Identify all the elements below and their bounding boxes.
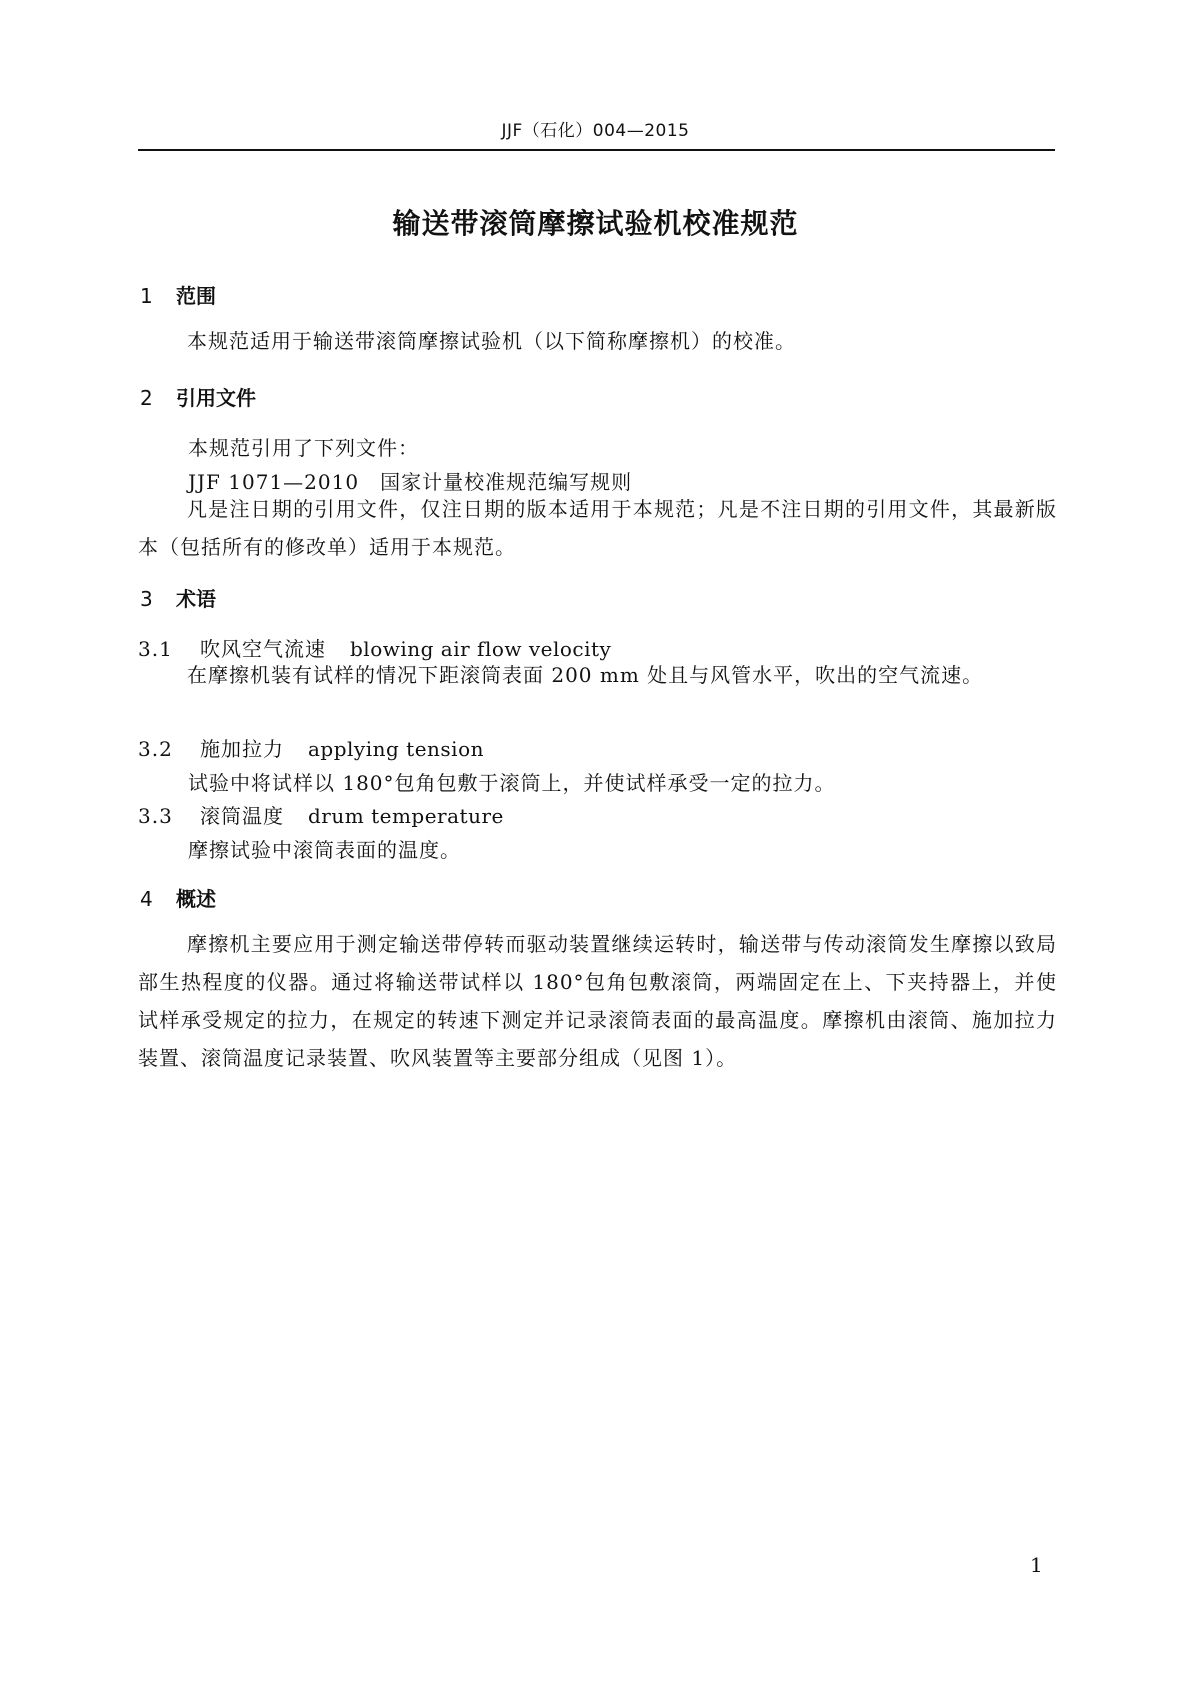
term-zh: 滚筒温度 bbox=[200, 804, 284, 828]
term-definition: 在摩擦机装有试样的情况下距滚筒表面 200 mm 处且与风管水平，吹出的空气流速。 bbox=[187, 663, 984, 687]
section-number: 3 bbox=[140, 587, 153, 611]
term-zh: 施加拉力 bbox=[200, 737, 284, 761]
term-en: drum temperature bbox=[308, 804, 504, 828]
term-3-2 bbox=[138, 733, 484, 762]
page-header: JJF（石化）004—2015 bbox=[501, 121, 690, 141]
section-title: 术语 bbox=[176, 587, 216, 611]
term-zh: 吹风空气流速 bbox=[200, 637, 326, 661]
references-intro: 本规范引用了下列文件： bbox=[188, 436, 419, 460]
page-number: 1 bbox=[1030, 1553, 1043, 1577]
references-note: 凡是注日期的引用文件，仅注日期的版本适用于本规范；凡是不注日期的引用文件，其最新版本（包括所有的修改单）适用于本规范。 bbox=[138, 497, 1057, 559]
term-definition: 摩擦试验中滚筒表面的温度。 bbox=[188, 838, 461, 862]
reference-document: JJF 1071—2010 国家计量校准规范编写规则 bbox=[188, 470, 633, 494]
section-heading-references bbox=[140, 382, 256, 411]
section-heading-terms bbox=[140, 583, 216, 612]
section-heading-overview bbox=[140, 883, 216, 912]
term-number: 3.1 bbox=[138, 637, 173, 661]
section-number: 2 bbox=[140, 386, 153, 410]
term-3-3 bbox=[138, 800, 504, 829]
section-number: 4 bbox=[140, 887, 153, 911]
term-en: blowing air flow velocity bbox=[350, 637, 612, 661]
section-heading-scope bbox=[140, 280, 216, 309]
section-number: 1 bbox=[140, 284, 153, 308]
section-title: 范围 bbox=[176, 284, 216, 308]
scope-paragraph: 本规范适用于输送带滚筒摩擦试验机（以下简称摩擦机）的校准。 bbox=[187, 329, 796, 353]
term-en: applying tension bbox=[308, 737, 484, 761]
section-title: 概述 bbox=[176, 887, 216, 911]
term-number: 3.3 bbox=[138, 804, 173, 828]
header-rule bbox=[138, 149, 1055, 151]
overview-paragraph: 摩擦机主要应用于测定输送带停转而驱动装置继续运转时，输送带与传动滚筒发生摩擦以致局部生热程度的仪器。通过将输送带试样以 180°包角包敷滚筒，两端固定在上、下夹持器上，并使试样承受规定的拉力，在规定的转速下测定并记录滚筒表面的最高温度。摩擦机由滚筒、施加拉力装置、滚筒温度记录装置、吹风装置等主要部分组成（见图 1）。 bbox=[138, 932, 1057, 1070]
section-title: 引用文件 bbox=[176, 386, 256, 410]
term-definition: 试验中将试样以 180°包角包敷于滚筒上，并使试样承受一定的拉力。 bbox=[188, 771, 836, 795]
document-title: 输送带滚筒摩擦试验机校准规范 bbox=[392, 207, 799, 240]
term-number: 3.2 bbox=[138, 737, 173, 761]
